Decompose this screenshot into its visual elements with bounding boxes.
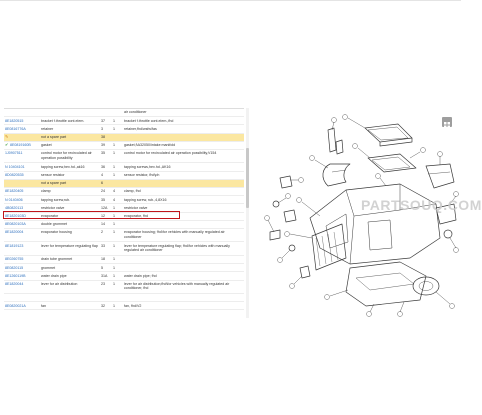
parts-row[interactable] [4,213,244,221]
part-note: evaporator housing; fhd\for vehicles with manually regulated air conditioner [124,230,225,239]
parts-row[interactable] [4,163,244,171]
quantity: 1 [113,303,115,308]
quantity: 1 [113,230,115,235]
quantity: 4 [113,197,115,202]
callout-number: 36 [101,164,105,169]
part-name: bracket f.throttle cont.elem. [41,118,85,123]
callout-number: 37 [101,118,105,123]
callout-number [100,294,112,297]
quantity: 1 [113,173,115,178]
part-number[interactable]: 4B0820113 [5,205,24,210]
parts-row[interactable] [4,264,244,272]
part-number-link[interactable] [4,264,40,271]
part-name: not a spare part [41,134,67,139]
callout-number: 35 [101,151,105,156]
part-note: control motor for recirculated air operation possibility,V154 [124,151,217,156]
quantity: 1 [113,281,115,286]
quantity: 1 [113,257,115,262]
part-number[interactable]: N 10404101 [5,164,25,169]
quantity: 1 [113,118,115,123]
parts-row[interactable] [4,109,244,117]
quantity [112,134,123,137]
part-number[interactable]: N 0140406 [5,197,23,202]
quantity: 1 [113,213,115,218]
quantity: 4 [113,189,115,194]
callout-number: 35 [101,197,105,202]
parts-row[interactable] [4,272,244,280]
parts-row[interactable] [4,281,244,295]
part-name: not a spare part [41,181,67,186]
part-number-link[interactable] [4,172,40,179]
parts-row[interactable] [4,150,244,164]
part-note: lever for air distribution;fhd\for vehicles with manually regulated air conditioner, fhd [124,281,230,291]
part-number[interactable]: 8E0820021A [5,303,26,308]
part-number-link[interactable] [4,213,40,220]
callout-number: 33 [101,243,105,248]
part-note [123,134,244,137]
part-name: tapping screw,rub. [41,197,71,202]
part-number-link[interactable] [4,163,40,170]
parts-row[interactable] [4,229,244,243]
part-note: tapping screws,hex.hd.,AK16 [124,164,171,169]
callout-number: 39 [101,143,105,148]
part-name: double grommet [41,222,67,227]
part-note: restrictor valve [124,205,148,210]
part-number-link[interactable] [4,150,40,157]
part-number[interactable]: 8E0820115 [5,265,24,270]
part-name: lever for air distribution [41,281,78,286]
part-name: evaporator [41,213,59,218]
part-name: tapping screw,hex.hd.,ak16 [41,164,85,169]
part-number-link[interactable] [4,221,40,228]
parts-row[interactable] [4,142,244,150]
part-number-link [4,294,40,297]
parts-row[interactable] [4,294,244,302]
part-note [123,221,244,224]
part-name: evaporator housing [41,230,72,235]
quantity: 1 [113,151,115,156]
part-number[interactable]: 8E1820405 [5,189,24,194]
part-number[interactable]: 8E1260119B [5,273,26,278]
quantity: 1 [113,265,115,270]
parts-row[interactable] [4,188,244,196]
part-note: lever for temperature regulating flap; fhd\for vehicles with manually regulated air conditioner [124,243,230,253]
part-number-link [4,109,40,112]
part-note [123,256,244,259]
callout-number: 14 [101,222,105,227]
callout-number: 18 [101,257,105,262]
parts-row[interactable] [4,204,244,212]
callout-number: 2 [101,230,103,235]
part-number-link[interactable] [4,272,40,279]
parts-list-scrollbar[interactable] [246,108,249,318]
callout-number: 12 [101,213,105,218]
part-number[interactable]: 1J0907511 [5,151,23,156]
callout-number: 32 [101,303,105,308]
part-note: retainer,fhd\wsfw\fas [124,126,157,131]
callout-number [100,109,112,112]
part-note [123,294,244,297]
quantity: 1 [113,222,115,227]
part-number-link [4,134,40,141]
part-note: sensor resistor, fhd\ph [124,173,160,178]
callout-number: 3 [101,126,103,131]
quantity: 1 [113,205,115,210]
part-number-link[interactable] [4,142,40,149]
part-number[interactable]: 8E1820515 [5,118,24,123]
part-number[interactable]: 8E1820103D [5,213,26,218]
part-number[interactable]: 8D0820535 [5,173,24,178]
part-number-link[interactable] [4,229,40,236]
quantity [112,180,123,183]
top-divider [0,0,461,1]
part-note: tapping screw, rub.,4,8X16 [124,197,167,202]
part-name [40,109,100,112]
part-number-link[interactable] [4,125,40,132]
part-name: restrictor valve [41,205,65,210]
part-note: evaporator, fhd [124,213,148,218]
grid-icon[interactable] [442,117,452,127]
part-note: fan, fhd\V2 [124,303,142,308]
check-icon: ✔ [5,142,9,148]
quantity [112,109,123,112]
parts-row[interactable] [4,172,244,180]
part-number-link[interactable] [4,196,40,203]
part-note: bracket f.throttle cont.elem.,fhd [124,118,174,123]
part-number-link[interactable] [4,204,40,211]
part-name: lever for temperature regulating flap [41,243,98,248]
part-note: clamp, fhd [124,189,141,194]
part-number[interactable]: 8E1820004 [5,230,24,235]
part-number[interactable]: 8E0820103A [5,222,26,227]
part-number-link [4,180,40,183]
part-number[interactable]: 8E0816776A [5,126,26,131]
parts-row[interactable] [4,180,244,188]
part-note [123,264,244,267]
scrollbar-thumb[interactable] [246,148,249,208]
part-name: control motor for recirculated air operation possibility [41,151,92,160]
part-number-link[interactable] [4,281,40,288]
part-number-link[interactable] [4,117,40,124]
part-name: clamp [41,189,51,194]
parts-row[interactable] [4,302,244,310]
part-number[interactable]: 8E0260755 [5,257,24,262]
callout-number: 38 [101,134,105,139]
callout-number: 5 [101,265,103,270]
parts-list [4,108,244,319]
parts-row[interactable] [4,242,244,256]
part-number-link[interactable] [4,242,40,249]
quantity [112,294,123,297]
part-name: drain tube grommet [41,257,73,262]
parts-row[interactable] [4,117,244,125]
quantity: 1 [113,143,115,148]
callout-number: 4 [101,173,103,178]
part-number-link[interactable] [4,302,40,309]
exploded-diagram[interactable] [250,108,482,318]
quantity: 1 [113,126,115,131]
part-name: fan [41,303,46,308]
parts-row[interactable] [4,256,244,264]
part-note: gasket,f\A32050\intake manifold [124,143,176,148]
part-number-link[interactable] [4,188,40,195]
callout-number: 6 [101,181,103,186]
part-name: retainer [41,126,54,131]
part-name: sensor resistor [41,173,65,178]
part-number[interactable]: 8E1819123 [5,243,24,248]
parts-row[interactable] [4,196,244,204]
part-number[interactable]: 8E0819160B [10,143,31,148]
part-number-link[interactable] [4,256,40,263]
part-name: grommet [41,265,56,270]
callout-number: 23 [101,281,105,286]
parts-row[interactable] [4,134,244,142]
callout-number: 24 [101,189,105,194]
parts-row[interactable] [4,125,244,133]
quantity: 1 [113,243,115,248]
part-note [123,180,244,183]
quantity: 1 [113,164,115,169]
part-number[interactable]: 8E1820044 [5,281,24,286]
pen-icon: ✎ [5,133,9,139]
part-name [40,294,100,297]
callout-number: 31A [101,273,108,278]
part-note: air conditioner [124,110,147,115]
parts-row[interactable] [4,221,244,229]
quantity: 1 [113,273,115,278]
callout-number: 12A [101,205,108,210]
part-name: gasket [41,143,52,148]
watermark: PARTSOUQ.COM [361,197,482,213]
diagram-drawing [250,108,461,318]
part-name: water drain pipe [41,273,67,278]
part-note: water drain pipe; fhd [124,273,157,278]
